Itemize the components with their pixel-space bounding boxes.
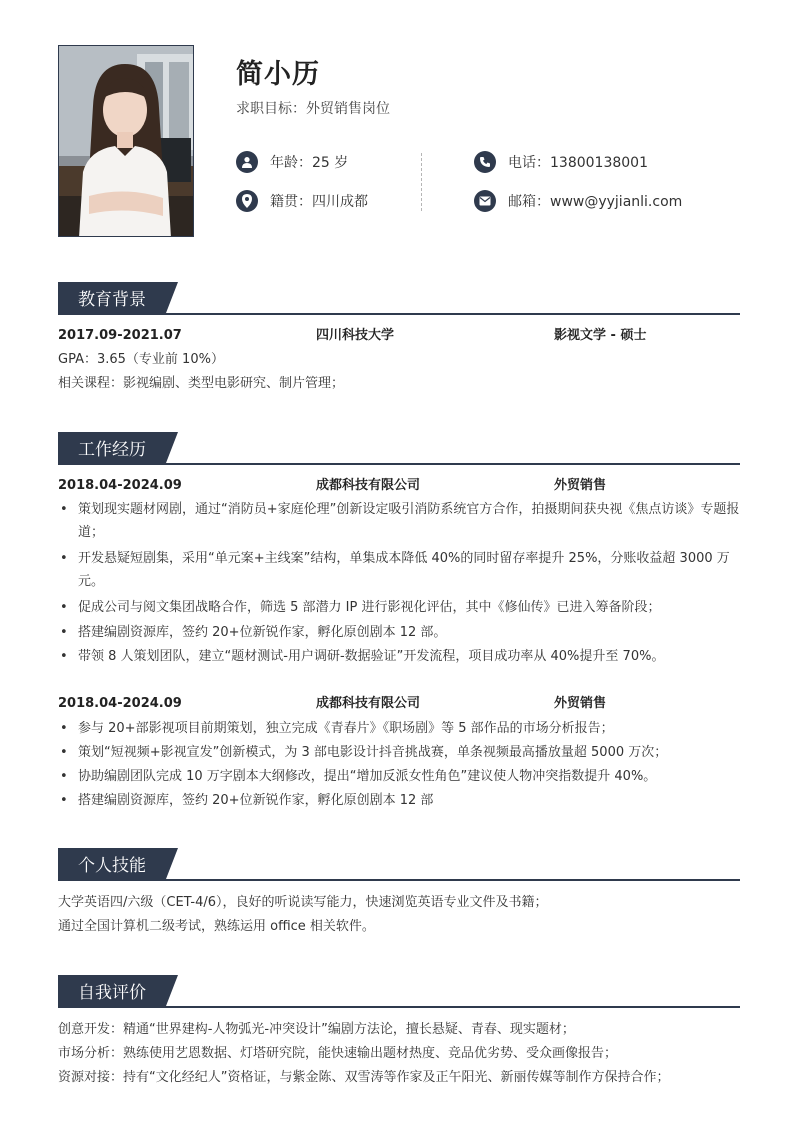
profile-photo xyxy=(58,45,194,237)
list-item: • 参与 20+部影视项目前期策划，独立完成《青春片》《职场剧》等 5 部作品的市场分析报告； xyxy=(58,717,740,740)
list-item: • 策划“短视频+影视宣发”创新模式，为 3 部电影设计抖音挑战赛，单条视频最高播放量超 5000 万次； xyxy=(58,741,740,764)
email-text: 邮箱：www@yyjianli.com xyxy=(508,194,683,210)
job-role: 外贸销售 xyxy=(554,696,607,711)
origin-text: 籍贯：四川成都 xyxy=(270,194,368,210)
list-item: • 搭建编剧资源库，签约 20+位新锐作家，孵化原创剧本 12 部。 xyxy=(58,621,740,644)
list-item: • 带领 8 人策划团队，建立“题材测试-用户调研-数据验证”开发流程，项目成功率从 40%提升至 70%。 xyxy=(58,645,740,668)
phone-info xyxy=(474,150,648,174)
phone-icon xyxy=(474,151,496,173)
age-info xyxy=(236,150,348,174)
self-eval-line: 市场分析：熟练使用艺恩数据、灯塔研究院，能快速输出题材热度、竞品优劣势、受众画像报告； xyxy=(58,1046,618,1061)
portrait-image xyxy=(59,46,194,237)
origin-info xyxy=(236,189,368,213)
list-item: • 促成公司与阅文集团战略合作，筛选 5 部潜力 IP 进行影视化评估，其中《修仙传》已进入筹备阶段； xyxy=(58,596,740,619)
job-row xyxy=(58,694,740,714)
list-item: • 开发悬疑短剧集，采用“单元案+主线案”结构，单集成本降低 40%的同时留存率提升 25%，分账收益超 3000 万元。 xyxy=(58,547,740,593)
candidate-name: 简小历 xyxy=(236,59,320,90)
job-role: 外贸销售 xyxy=(554,478,607,493)
list-item: • 协助编剧团队完成 10 万字剧本大纲修改，提出“增加反派女性角色”建议使人物冲突指数提升 40%。 xyxy=(58,765,740,788)
education-section-header xyxy=(58,282,740,315)
list-item: • 策划现实题材网剧，通过“消防员+家庭伦理”创新设定吸引消防系统官方合作，拍摄期间获央视《焦点访谈》专题报道； xyxy=(58,498,740,544)
list-item: • 搭建编剧资源库，签约 20+位新锐作家，孵化原创剧本 12 部 xyxy=(58,789,740,812)
job-company: 成都科技有限公司 xyxy=(316,478,421,493)
email-info xyxy=(474,189,682,213)
self-eval-section-header xyxy=(58,975,740,1008)
skill-line: 通过全国计算机二级考试，熟练运用 office 相关软件。 xyxy=(58,919,375,934)
location-pin-icon xyxy=(236,190,258,212)
person-icon xyxy=(236,151,258,173)
education-major: 影视文学 - 硕士 xyxy=(554,328,647,343)
job-objective: 求职目标：外贸销售岗位 xyxy=(236,101,390,117)
job-row xyxy=(58,476,740,496)
job-period: 2018.04-2024.09 xyxy=(58,696,182,711)
phone-text: 电话：13800138001 xyxy=(508,155,648,171)
job-period: 2018.04-2024.09 xyxy=(58,478,182,493)
education-gpa: GPA：3.65（专业前 10%） xyxy=(58,352,224,367)
envelope-icon xyxy=(474,190,496,212)
self-eval-title: 自我评价 xyxy=(58,975,166,1006)
education-courses: 相关课程：影视编剧、类型电影研究、制片管理； xyxy=(58,376,345,391)
work-title: 工作经历 xyxy=(58,432,166,463)
job-company: 成都科技有限公司 xyxy=(316,696,421,711)
self-eval-line: 创意开发：精通“世界建构-人物弧光-冲突设计”编剧方法论，擅长悬疑、青春、现实题材； xyxy=(58,1022,575,1037)
age-text: 年龄：25 岁 xyxy=(270,155,349,171)
info-divider xyxy=(421,153,422,211)
education-row xyxy=(58,326,740,346)
skill-line: 大学英语四/六级（CET-4/6），良好的听说读写能力，快速浏览英语专业文件及书籍； xyxy=(58,895,548,910)
skills-section-header xyxy=(58,848,740,881)
education-school: 四川科技大学 xyxy=(316,328,395,343)
skills-title: 个人技能 xyxy=(58,848,166,879)
education-title: 教育背景 xyxy=(58,282,166,313)
education-period: 2017.09-2021.07 xyxy=(58,328,182,343)
work-section-header xyxy=(58,432,740,465)
self-eval-line: 资源对接：持有“文化经纪人”资格证，与紫金陈、双雪涛等作家及正午阳光、新丽传媒等制作方保持合作； xyxy=(58,1070,670,1085)
